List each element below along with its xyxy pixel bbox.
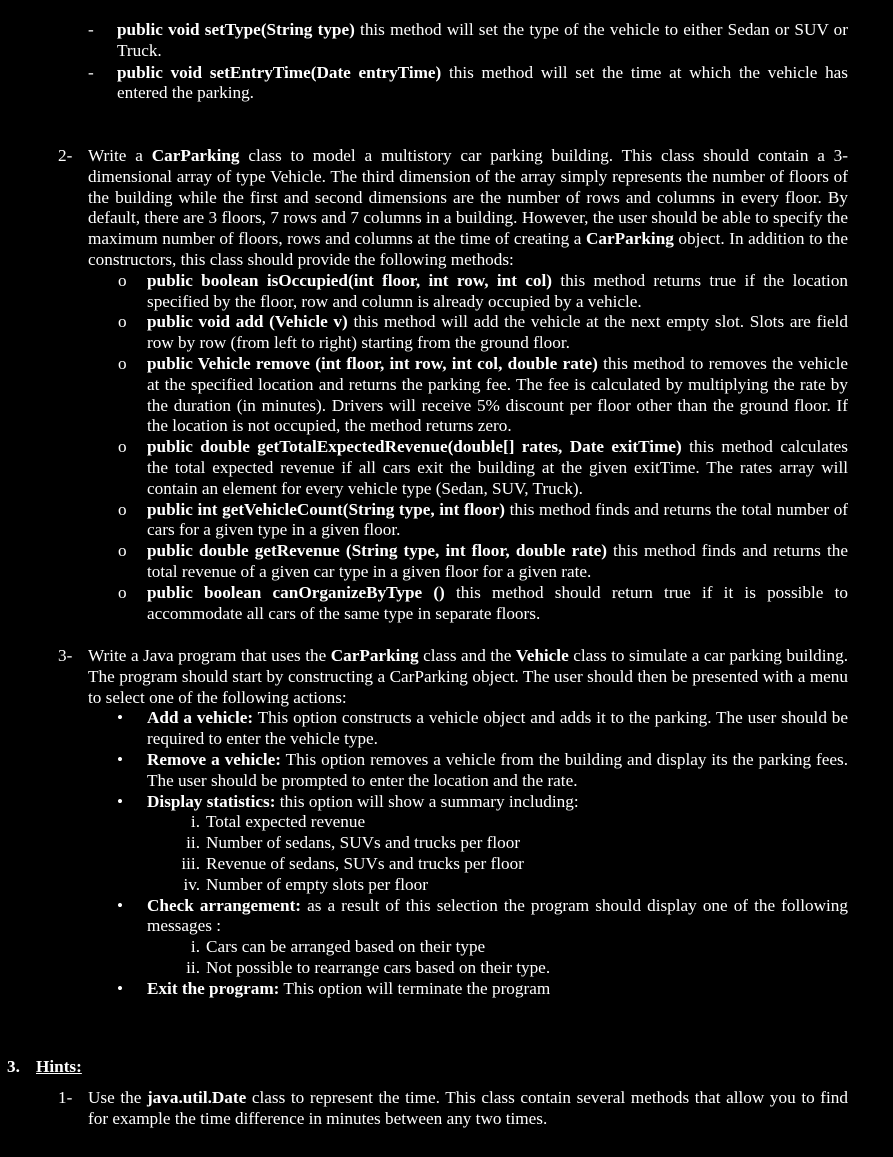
item-3-paragraph — [58, 646, 848, 708]
text-run: class to model a multistory car parking building. This class should contain a 3-dimensional array of type Vehicle. The third dimension of the array simply represents the number of floors of the building while the first and second dimensions are the number of rows and columns in every floor. By default, there are 3 floors, 7 rows and 7 columns in a building. However, the user should be able to specify the maximum number of floors, rows and columns at the time of creating a — [88, 146, 848, 249]
method-signature: public boolean canOrganizeByType () — [147, 582, 445, 602]
bullet-marker: • — [117, 895, 124, 915]
carparking-methods-list — [58, 271, 848, 625]
item-2 — [58, 146, 848, 624]
option-label: Exit the program: — [147, 978, 280, 998]
list-item — [118, 499, 849, 542]
list-item — [118, 437, 848, 499]
list-item — [88, 20, 848, 62]
list-item — [117, 791, 848, 813]
list-item — [118, 541, 848, 583]
method-signature: public double getTotalExpectedRevenue(double[] rates, Date exitTime) — [147, 437, 682, 457]
list-item-text: Total expected revenue — [206, 812, 366, 832]
section-title: Hints: — [36, 1057, 82, 1076]
list-item — [117, 978, 848, 1000]
list-item — [118, 353, 849, 437]
method-description: this method should return true if it is possible to accommodate all cars of the same type in separate floors. — [147, 582, 848, 623]
list-item — [190, 937, 848, 958]
text-run: Write a Java program that uses the — [88, 646, 331, 665]
option-description: This option removes a vehicle from the building and display its the parking fees. The user should be prompted to enter the location and the rate. — [147, 749, 848, 790]
text-run: class and the — [418, 646, 516, 665]
option-description: as a result of this selection the program should display one of the following messages : — [147, 895, 848, 936]
method-signature: public void setType(String type) — [117, 20, 355, 39]
list-item-text: Number of empty slots per floor — [206, 874, 428, 894]
method-description: this method to removes the vehicle at the specified location and returns the parking fee. The fee is calculated by multiplying the rate by the duration (in minutes). Drivers will receive 5% discount per floor other than the ground floor. If the location is not occupied, the method returns zero. — [147, 353, 849, 436]
item-2-paragraph — [58, 146, 848, 271]
option-label: Remove a vehicle: — [147, 749, 282, 769]
bullet-marker: • — [117, 791, 124, 811]
item-number: 1- — [58, 1087, 73, 1107]
option-label: Display statistics: — [147, 791, 276, 811]
text-run: class to simulate a car parking building. The program should start by constructing a CarParking object. The user should then be presented with a menu to select one of the following actions: — [88, 646, 848, 707]
bullet-marker: • — [117, 978, 124, 998]
bullet-marker: • — [117, 708, 124, 728]
arrangement-sublist — [147, 937, 848, 979]
option-description: This option will terminate the program — [279, 978, 551, 998]
item-3 — [58, 646, 848, 1000]
option-label: Check arrangement: — [147, 895, 302, 915]
list-item — [117, 749, 848, 792]
option-description: This option constructs a vehicle object and adds it to the parking. The user should be required to enter the vehicle type. — [147, 708, 848, 749]
list-item — [183, 874, 848, 896]
list-item — [88, 63, 848, 105]
list-item-text: Not possible to rearrange cars based on their type. — [206, 957, 551, 977]
list-marker: o — [118, 270, 127, 290]
roman-marker: ii. — [186, 957, 200, 977]
list-marker: o — [118, 499, 127, 519]
hints-heading — [7, 1057, 848, 1078]
class-name: CarParking — [151, 146, 240, 165]
method-description: this method will set the time at which the vehicle has entered the parking. — [117, 62, 848, 103]
method-signature: public Vehicle remove (int floor, int row, int col, double rate) — [147, 353, 598, 373]
class-name: CarParking — [330, 646, 419, 665]
bullet-marker: • — [117, 749, 124, 769]
hints-section — [7, 1057, 848, 1129]
class-name: Vehicle — [515, 646, 569, 665]
roman-marker: iii. — [181, 853, 200, 873]
class-name: CarParking — [586, 229, 674, 249]
method-description: this method finds and returns the total number of cars for a given type in a given floor. — [147, 499, 849, 540]
list-item — [117, 895, 848, 938]
list-item-text: Revenue of sedans, SUVs and trucks per floor — [206, 853, 524, 873]
list-marker: o — [118, 541, 127, 561]
method-description: this method finds and returns the total revenue of a given car type in a given floor for a given rate. — [147, 541, 848, 581]
list-item — [118, 312, 848, 354]
text-run: object. In addition to the constructors, this class should provide the following methods: — [88, 229, 848, 269]
list-item-text: Cars can be arranged based on their type — [206, 937, 486, 957]
list-item-text: Number of sedans, SUVs and trucks per floor — [206, 833, 521, 853]
roman-marker: i. — [190, 812, 200, 832]
text-run: Write a — [88, 146, 152, 165]
hint-item — [58, 1088, 848, 1130]
method-signature: public double getRevenue (String type, int floor, double rate) — [147, 541, 607, 561]
method-description: this method returns true if the location specified by the floor, row and column is already occupied by a vehicle. — [147, 270, 849, 311]
item-number: 2- — [58, 146, 73, 165]
list-item — [117, 708, 848, 750]
vehicle-methods-list — [88, 20, 848, 104]
list-marker: o — [118, 312, 127, 332]
list-marker: o — [118, 582, 127, 602]
menu-options-list — [58, 708, 848, 999]
option-label: Add a vehicle: — [147, 708, 254, 728]
option-description: this option will show a summary including: — [275, 791, 579, 811]
list-marker: o — [118, 353, 127, 373]
method-signature: public int getVehicleCount(String type, int floor) — [147, 499, 505, 519]
list-marker: - — [88, 62, 94, 82]
statistics-sublist — [147, 812, 848, 895]
method-description: this method will add the vehicle at the next empty slot. Slots are field row by row (from left to right) starting from the ground floor. — [147, 312, 848, 353]
item-number: 3- — [58, 646, 73, 665]
method-description: this method calculates the total expected revenue if all cars exit the building at the given exitTime. The rates array will contain an element for every vehicle type (Sedan, SUV, Truck). — [147, 437, 848, 498]
method-signature: public void setEntryTime(Date entryTime) — [117, 62, 442, 82]
method-description: this method will set the type of the vehicle to either Sedan or SUV or Truck. — [117, 20, 848, 60]
list-item — [190, 812, 848, 833]
roman-marker: iv. — [183, 874, 200, 894]
roman-marker: i. — [190, 937, 200, 957]
roman-marker: ii. — [186, 833, 200, 853]
text-run: class to represent the time. This class contain several methods that allow you to find for example the time difference in minutes between any two times. — [88, 1087, 848, 1128]
list-marker: o — [118, 437, 127, 457]
list-item — [186, 833, 848, 854]
section-number: 3. — [7, 1057, 20, 1076]
method-signature: public void add (Vehicle v) — [147, 312, 348, 332]
list-item — [181, 853, 848, 875]
list-item — [118, 270, 849, 313]
class-name: java.util.Date — [146, 1087, 247, 1107]
list-item — [186, 957, 848, 979]
list-marker: - — [88, 20, 94, 39]
list-item — [118, 582, 848, 625]
method-signature: public boolean isOccupied(int floor, int row, int col) — [147, 270, 552, 290]
text-run: Use the — [88, 1087, 147, 1107]
